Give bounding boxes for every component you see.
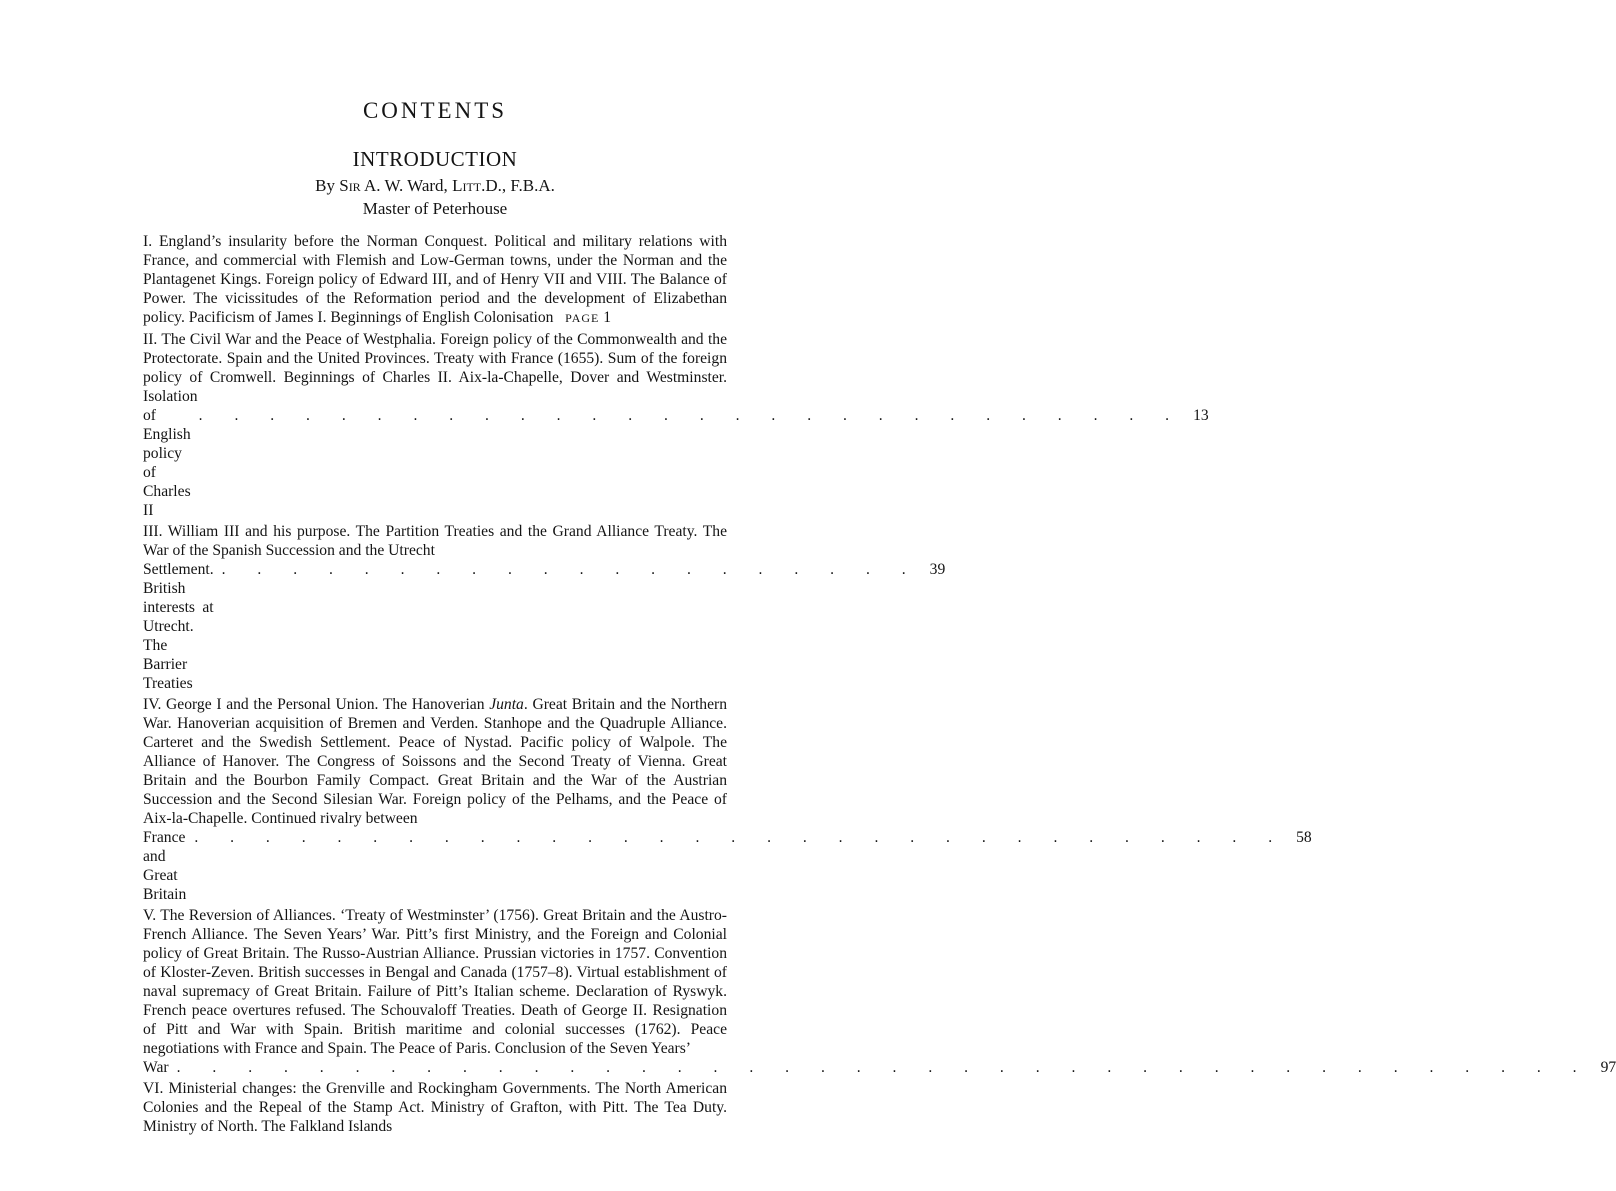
contents-entry-6 [143,1079,727,1136]
page-number: 13 [1193,407,1209,424]
page-label: PAGE [565,311,600,325]
entry-text: VI. Ministerial changes: the Grenville and Rockingham Governments. The North American Colonies and the Repeal of the Stamp Act. Ministry of Grafton, with Pitt. The Tea Duty. Ministry of North. The Falkland Islands [143,1080,727,1135]
page-number: 1 [603,309,612,326]
contents-entry-1 [143,232,727,328]
entry-text: V. The Reversion of Alliances. ‘Treaty of Westminster’ (1756). Great Britain and the Austro-French Alliance. The Seven Years’ War. Pitt’s first Ministry, and the Foreign and Colonial policy of Great Britain. The Russo-Austrian Alliance. Prussian victories in 1757. Convention of Kloster-Zeven. British successes in Bengal and Canada (1757–8). Virtual establishment of naval supremacy of Great Britain. Failure of Pitt’s Italian scheme. Declaration of Ryswyk. French peace overtures refused. The Schouvaloff Treaties. Death of George II. Resignation of Pitt and War with Spain. British maritime and colonial successes (1762). Peace negotiations with France and Spain. The Peace of Paris. Conclusion of the Seven Years’ [143,907,727,1057]
entry-last-line [143,560,946,693]
dot-leader: . . . . . . . . . . . . . . . . . . . . . . . . . . . . [198,407,1184,424]
byline-prefix: By [315,176,340,195]
entry-last-line [143,406,1209,520]
contents-entry-5 [143,906,1616,1077]
entry-last-line [143,828,1312,904]
entry-last-line-text: France and Great Britain [143,829,187,903]
entry-text: III. William III and his purpose. The Partition Treaties and the Grand Alliance Treaty. The War of the Spanish Succession and the Utrecht [143,523,727,559]
section-heading: INTRODUCTION [352,147,518,171]
page-number: 58 [1296,829,1312,846]
entry-text-start: IV. George I and the Personal Union. The Hanoverian [143,696,490,713]
byline-name: A. W. Ward, [360,176,453,195]
entry-text: II. The Civil War and the Peace of Westphalia. Foreign policy of the Commonwealth and the Protectorate. Spain and the United Provinces. Treaty with France (1655). Sum of the foreign policy of Cromwell. Beginnings of Charles II. Aix-la-Chapelle, Dover and Westminster. Isolation [143,331,727,405]
page-number: 39 [929,561,946,578]
entry-last-line-text: Settlement. British interests at Utrecht. The Barrier Treaties [143,561,214,692]
page-title: CONTENTS [362,98,508,123]
entry-last-line [143,1058,1616,1077]
entry-last-line-text: of English policy of Charles II [143,407,191,519]
author-byline [143,174,727,197]
author-affiliation: Master of Peterhouse [362,199,508,218]
entry-last-line-text: War [143,1059,169,1076]
dot-leader: . . . . . . . . . . . . . . . . . . . . . . . . . . . . . . . . . . . . . . . . [176,1059,1591,1076]
contents-entry-2 [143,330,1209,520]
dot-leader: . . . . . . . . . . . . . . . . . . . . . . . . . . . . . . . [194,829,1287,846]
dot-leader: . . . . . . . . . . . . . . . . . . . . [221,561,920,578]
byline-suffix: .D., F.B.A. [481,176,555,195]
contents-entry-4 [143,695,1312,904]
page-number: 97 [1600,1059,1616,1076]
byline-title: Sir [339,176,361,195]
contents-entry-3 [143,522,946,693]
contents-list [143,232,1616,1136]
entry-text: . Great Britain and the Northern War. Hanoverian acquisition of Bremen and Verden. Stanhope and the Quadruple Alliance. Carteret and the Swedish Settlement. Peace of Nystad. Pacific policy of Walpole. The Alliance of Hanover. The Congress of Soissons and the Second Treaty of Vienna. Great Britain and the Bourbon Family Compact. Great Britain and the War of the Austrian Succession and the Second Silesian War. Foreign policy of the Pelhams, and the Peace of Aix-la-Chapelle. Continued rivalry between [143,696,727,827]
byline-degree: Litt [452,176,482,195]
contents-page [143,96,1616,1138]
entry-text: I. England’s insularity before the Norman Conquest. Political and military relations with France, and commercial with Flemish and Low-German towns, under the Norman and the Plantagenet Kings. Foreign policy of Edward III, and of Henry VII and VIII. The Balance of Power. The vicissitudes of the Reformation period and the development of Elizabethan policy. Pacificism of James I. Beginnings of English Colonisation [143,233,727,326]
entry-italic-term: Junta [489,696,524,713]
